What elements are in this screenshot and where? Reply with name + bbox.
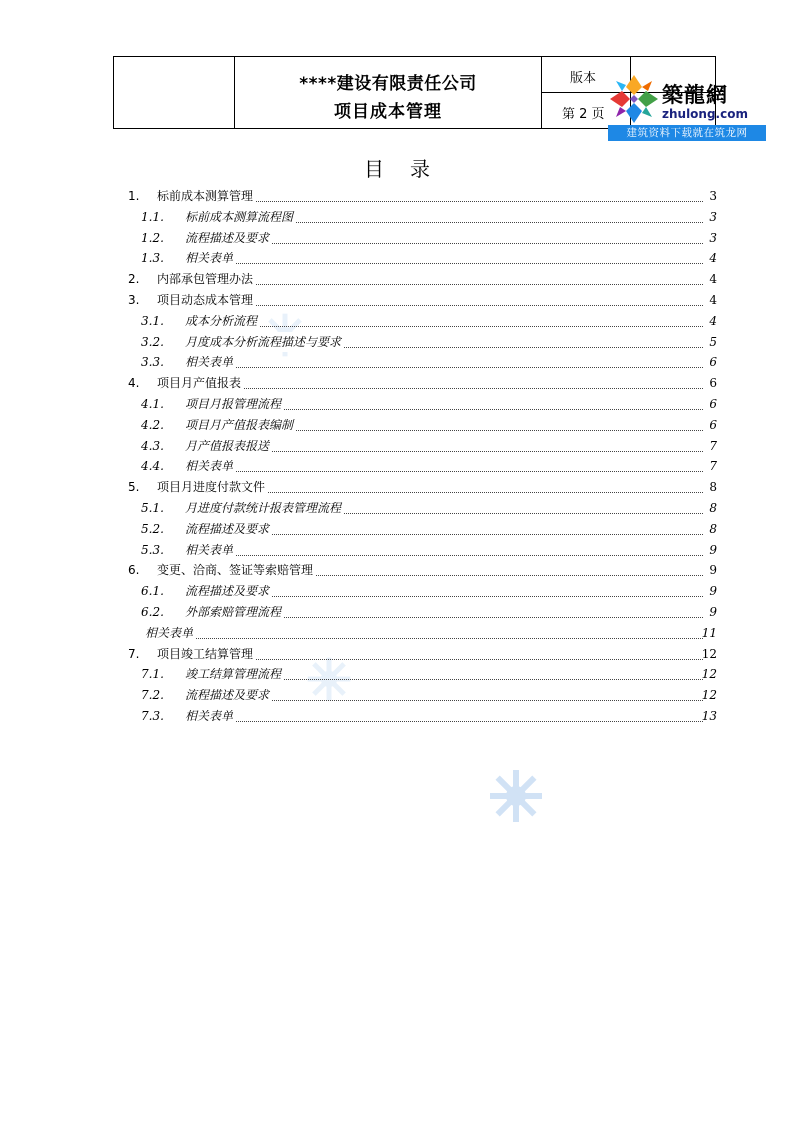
watermark-snowflake-icon (488, 768, 544, 824)
toc-entry-page: 7 (709, 439, 717, 453)
toc-entry-label: 流程描述及要求 (185, 519, 271, 539)
toc-entry-number: 5.1. (141, 501, 164, 515)
toc-entry-number: 2. (128, 272, 140, 286)
toc-entry-number: 4.1. (141, 397, 164, 411)
toc-entry-label: 相关表单 (185, 248, 235, 268)
toc-entry-label: 流程描述及要求 (185, 685, 271, 705)
toc-entry-number: 5.2. (141, 522, 164, 536)
toc-leader-dots (145, 618, 703, 639)
logo-url: zhulong.com (662, 107, 748, 121)
toc-entry-number: 1.1. (141, 210, 164, 224)
toc-entry-number: 7.1. (141, 667, 164, 681)
toc-entry-number: 3.3. (141, 355, 164, 369)
toc-leader-dots (185, 451, 703, 472)
toc-entry-page: 12 (701, 667, 717, 681)
toc-entry-label: 相关表单 (185, 706, 235, 726)
toc-entry-label: 标前成本测算流程图 (185, 207, 295, 227)
logo-slogan: 建筑资料下载就在筑龙网 (608, 125, 766, 141)
toc-entry-number: 3. (128, 293, 140, 307)
toc-entry-number: 6.1. (141, 584, 164, 598)
toc-entry-page: 4 (709, 251, 717, 265)
toc-entry-page: 4 (709, 314, 717, 328)
toc-entry-label: 项目动态成本管理 (157, 290, 255, 310)
version-label: 版本 (570, 71, 597, 86)
header-blank-cell (114, 57, 235, 128)
toc-entry-number: 6. (128, 563, 140, 577)
toc-entry-number: 1. (128, 189, 140, 203)
toc-entry-page: 4 (709, 293, 717, 307)
toc-entry-page: 4 (709, 272, 717, 286)
toc-entry-label: 流程描述及要求 (185, 581, 271, 601)
toc-entry-page: 7 (709, 459, 717, 473)
toc-entry-label: 外部索赔管理流程 (185, 602, 283, 622)
toc-entry-number: 4.3. (141, 439, 164, 453)
toc-entry-number: 1.3. (141, 251, 164, 265)
company-name: ****建设有限责任公司 (299, 74, 477, 94)
toc-entry-label: 标前成本测算管理 (157, 186, 255, 206)
toc-entry[interactable] (0, 706, 794, 726)
toc-entry-number: 5. (128, 480, 140, 494)
logo-brand: 築龍網 (662, 82, 728, 107)
toc-leader-dots (185, 535, 703, 556)
toc-entry-page: 9 (709, 605, 717, 619)
toc-entry-label: 项目月报管理流程 (185, 394, 283, 414)
toc-entry-page: 6 (709, 397, 717, 411)
toc-entry-label: 流程描述及要求 (185, 228, 271, 248)
toc-leader-dots (185, 243, 703, 264)
toc-entry-page: 3 (709, 210, 717, 224)
toc-entry-label: 月进度付款统计报表管理流程 (185, 498, 343, 518)
toc-entry-page: 11 (701, 626, 717, 640)
toc-entry-page: 8 (709, 522, 717, 536)
toc-title: 目录 (364, 157, 456, 181)
document-subject: 项目成本管理 (334, 102, 442, 122)
toc-entry-page: 3 (709, 189, 717, 203)
toc-entry-number: 5.3. (141, 543, 164, 557)
toc-entry-page: 9 (709, 543, 717, 557)
toc-entry-page: 9 (709, 584, 717, 598)
logo-mark-icon (608, 73, 660, 125)
toc-leader-dots (185, 306, 703, 327)
toc-entry-label: 月产值报表报送 (185, 436, 271, 456)
toc-entry-page: 13 (701, 709, 717, 723)
toc-entry-page: 6 (709, 355, 717, 369)
toc-entry-label: 竣工结算管理流程 (185, 664, 283, 684)
toc-entry-number: 3.1. (141, 314, 164, 328)
toc-entry-number: 4. (128, 376, 140, 390)
toc-entry-number: 6.2. (141, 605, 164, 619)
toc-entry-page: 6 (709, 376, 717, 390)
toc-entry-label: 项目竣工结算管理 (157, 644, 255, 664)
toc-entry-label: 相关表单 (185, 456, 235, 476)
toc-entry-label: 变更、洽商、签证等索赔管理 (157, 560, 315, 580)
toc-entry-number: 7. (128, 647, 140, 661)
toc-leader-dots (185, 701, 703, 722)
toc-entry-page: 8 (709, 501, 717, 515)
toc-entry-label: 项目月产值报表 (157, 373, 243, 393)
toc-entry-label: 项目月进度付款文件 (157, 477, 267, 497)
toc-entry-label: 相关表单 (185, 540, 235, 560)
toc-entry-number: 1.2. (141, 231, 164, 245)
toc-entry-page: 3 (709, 231, 717, 245)
toc-entry-number: 4.4. (141, 459, 164, 473)
toc-entry-label: 相关表单 (145, 623, 195, 643)
toc-entry-page: 5 (709, 335, 717, 349)
toc-entry-label: 月度成本分析流程描述与要求 (185, 332, 343, 352)
toc-entry-number: 7.3. (141, 709, 164, 723)
toc-leader-dots (185, 347, 703, 368)
toc-entry-number: 7.2. (141, 688, 164, 702)
toc-entry-page: 6 (709, 418, 717, 432)
toc-entry-number: 3.2. (141, 335, 164, 349)
toc-entry-page: 9 (709, 563, 717, 577)
toc-entry-label: 内部承包管理办法 (157, 269, 255, 289)
page-number: 第 2 页 (562, 107, 605, 122)
toc-entry-label: 相关表单 (185, 352, 235, 372)
toc-entry-page: 12 (701, 647, 717, 661)
toc-entry-number: 4.2. (141, 418, 164, 432)
zhulong-logo (608, 73, 766, 143)
header-title-cell (235, 57, 542, 128)
toc-entry-label: 成本分析流程 (185, 311, 259, 331)
toc-entry-page: 12 (701, 688, 717, 702)
toc-entry-page: 8 (709, 480, 717, 494)
toc-entry-label: 项目月产值报表编制 (185, 415, 295, 435)
